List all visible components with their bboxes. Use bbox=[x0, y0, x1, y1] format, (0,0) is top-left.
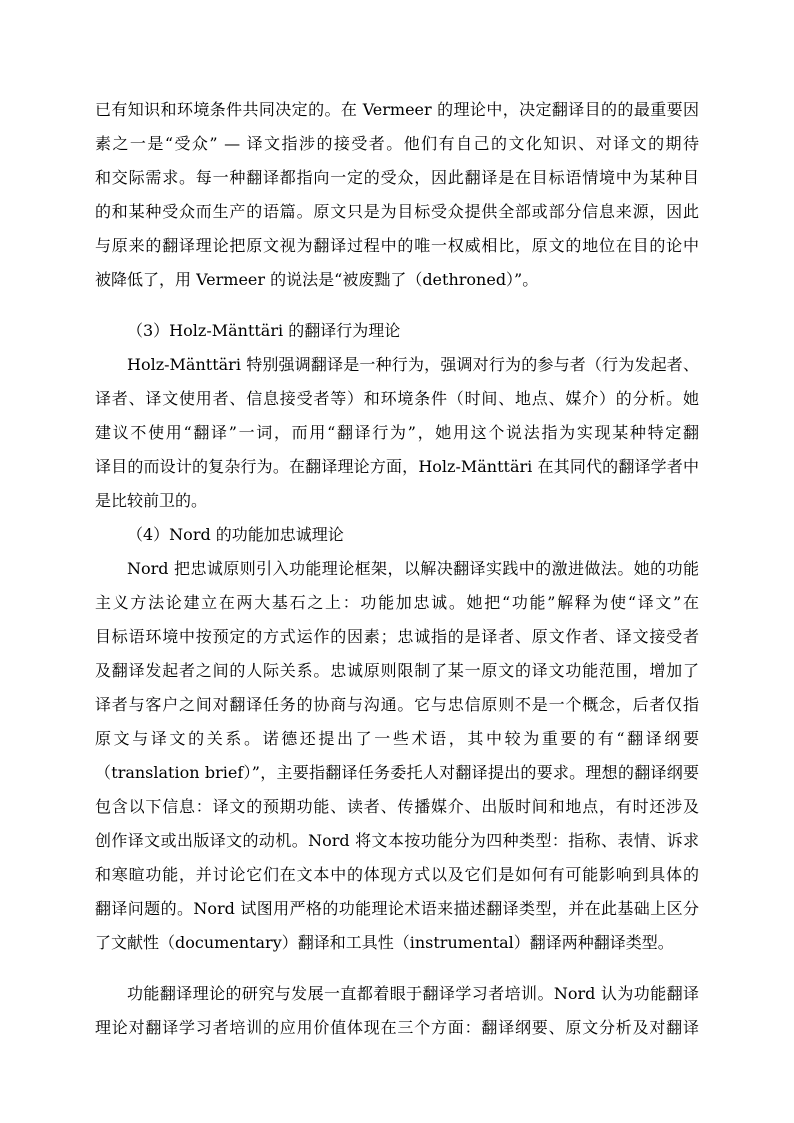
text-line: （translation brief）”，主要指翻译任务委托人对翻译提出的要求。理想的翻译纲要 bbox=[95, 763, 699, 782]
section-nord bbox=[95, 518, 699, 960]
text-line: 素之一是“受众” — 译文指涉的接受者。他们有自己的文化知识、对译文的期待 bbox=[95, 134, 699, 153]
text-line: 和交际需求。每一种翻译都指向一定的受众，因此翻译是在目标语情境中为某种目 bbox=[95, 168, 699, 187]
text-line: 建议不使用“翻译”一词，而用“翻译行为”，她用这个说法指为实现某种特定翻 bbox=[95, 423, 699, 442]
text-line: 原文与译文的关系。诺德还提出了一些术语，其中较为重要的有“翻译纲要 bbox=[95, 729, 699, 748]
text-line: 创作译文或出版译文的动机。Nord 将文本按功能分为四种类型：指称、表情、诉求 bbox=[95, 831, 699, 850]
text-line: 及翻译发起者之间的人际关系。忠诚原则限制了某一原文的译文功能范围，增加了 bbox=[95, 661, 699, 680]
text-line: 是比较前卫的。 bbox=[95, 491, 208, 510]
text-line: Nord 把忠诚原则引入功能理论框架，以解决翻译实践中的激进做法。她的功能 bbox=[127, 559, 699, 578]
text-line: 已有知识和环境条件共同决定的。在 Vermeer 的理论中，决定翻译目的的最重要因 bbox=[95, 100, 699, 119]
text-line: 功能翻译理论的研究与发展一直都着眼于翻译学习者培训。Nord 认为功能翻译 bbox=[127, 984, 699, 1003]
text-line: 与原来的翻译理论把原文视为翻译过程中的唯一权威相比，原文的地位在目的论中 bbox=[95, 236, 699, 255]
text-line: 包含以下信息：译文的预期功能、读者、传播媒介、出版时间和地点，有时还涉及 bbox=[95, 797, 699, 816]
text-line: 被降低了，用 Vermeer 的说法是“被废黜了（dethroned）”。 bbox=[95, 270, 539, 289]
text-line: 主义方法论建立在两大基石之上：功能加忠诚。她把“功能”解释为使“译文”在 bbox=[95, 593, 699, 612]
text-line: 翻译问题的。Nord 试图用严格的功能理论术语来描述翻译类型，并在此基础上区分 bbox=[95, 899, 699, 918]
section-heading: （4）Nord 的功能加忠诚理论 bbox=[127, 525, 344, 544]
text-line: 了文献性（documentary）翻译和工具性（instrumental）翻译两种翻译类型。 bbox=[95, 933, 674, 952]
text-line: Holz-Mänttäri 特别强调翻译是一种行为，强调对行为的参与者（行为发起者、 bbox=[127, 355, 699, 374]
text-line: 理论对翻译学习者培训的应用价值体现在三个方面：翻译纲要、原文分析及对翻译 bbox=[95, 1018, 699, 1037]
text-line: 译目的而设计的复杂行为。在翻译理论方面，Holz-Mänttäri 在其同代的翻译学者中 bbox=[95, 457, 699, 476]
section-holz-manttari bbox=[95, 314, 699, 518]
text-line: 和寒暄功能，并讨论它们在文本中的体现方式以及它们是如何有可能影响到具体的 bbox=[95, 865, 699, 884]
text-line: 的和某种受众而生产的语篇。原文只是为目标受众提供全部或部分信息来源，因此 bbox=[95, 202, 699, 221]
text-line: 译者、译文使用者、信息接受者等）和环境条件（时间、地点、媒介）的分析。她 bbox=[95, 389, 699, 408]
text-line: 目标语环境中按预定的方式运作的因素；忠诚指的是译者、原文作者、译文接受者 bbox=[95, 627, 699, 646]
document-page bbox=[95, 93, 699, 1045]
text-line: 译者与客户之间对翻译任务的协商与沟通。它与忠信原则不是一个概念，后者仅指 bbox=[95, 695, 699, 714]
section-heading: （3）Holz-Mänttäri 的翻译行为理论 bbox=[127, 321, 401, 340]
paragraph-functional-training bbox=[95, 977, 699, 1045]
paragraph-vermeer bbox=[95, 93, 699, 297]
